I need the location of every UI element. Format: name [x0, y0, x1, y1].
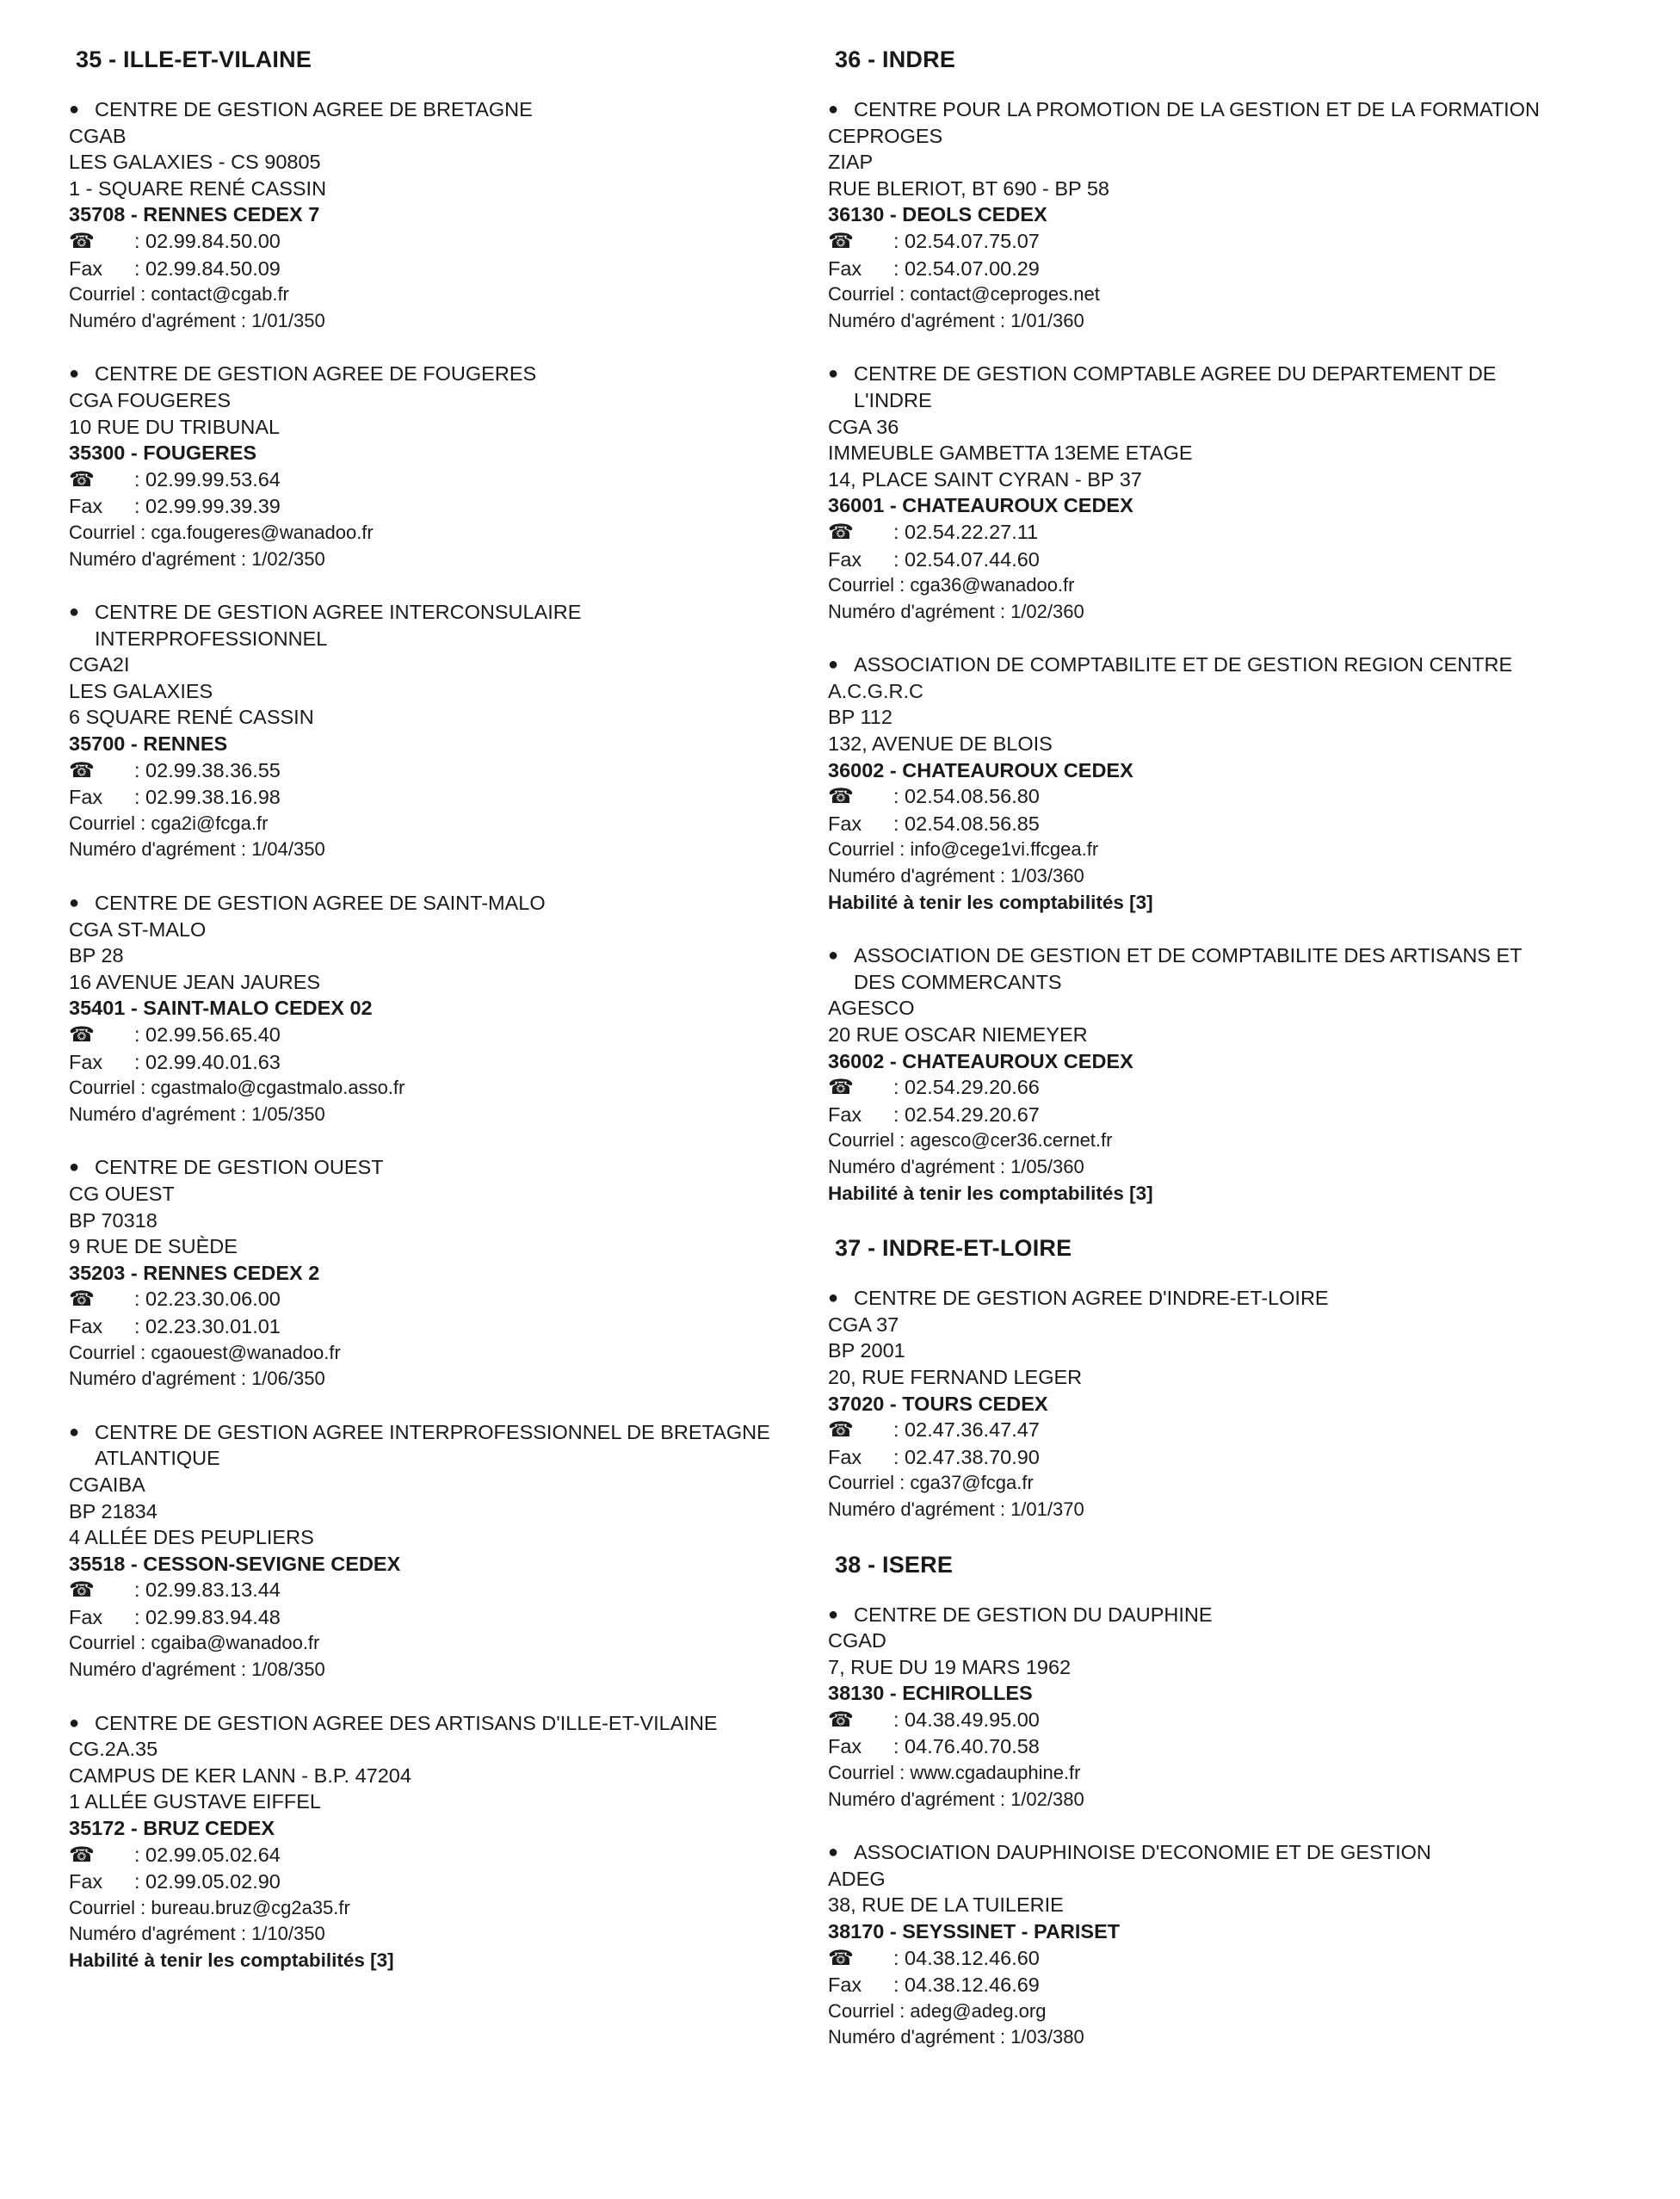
fax-row — [69, 784, 809, 811]
address-line: CGA ST-MALO — [69, 917, 207, 941]
postal-city: 35172 - BRUZ CEDEX — [69, 1817, 275, 1840]
email-line: Courriel : agesco@cer36.cernet.fr — [828, 1129, 1113, 1152]
phone-row — [69, 466, 809, 494]
email-line: Courriel : cgaiba@wanadoo.fr — [69, 1632, 320, 1654]
bullet-icon: ● — [69, 893, 80, 913]
department-section — [828, 1550, 1568, 2052]
postal-city: 36002 - CHATEAUROUX CEDEX — [828, 758, 1133, 781]
fax-number: : 02.23.30.01.01 — [134, 1314, 281, 1337]
directory-entry — [828, 1285, 1568, 1523]
phone-icon: ☎ — [828, 1076, 854, 1100]
fax-row — [828, 1733, 1568, 1760]
address-line: A.C.G.R.C — [828, 679, 923, 702]
address-line: 4 ALLÉE DES PEUPLIERS — [69, 1526, 314, 1549]
phone-number: : 02.99.05.02.64 — [134, 1843, 281, 1866]
email-line: Courriel : cgaouest@wanadoo.fr — [69, 1341, 341, 1363]
entry-name — [828, 942, 1568, 995]
phone-number: : 02.54.29.20.66 — [893, 1076, 1040, 1099]
bullet-icon: ● — [828, 1843, 839, 1862]
entry-name — [69, 1419, 809, 1472]
entry-name — [828, 1602, 1568, 1628]
postal-city: 38170 - SEYSSINET - PARISET — [828, 1920, 1121, 1943]
address-line: 14, PLACE SAINT CYRAN - BP 37 — [828, 467, 1142, 491]
directory-entry — [69, 1419, 809, 1683]
entry-name-text: CENTRE DE GESTION AGREE INTERPROFESSIONNEL DE BRETAGNE ATLANTIQUE — [95, 1420, 770, 1470]
directory-entry — [828, 1602, 1568, 1813]
fax-label: Fax — [828, 256, 862, 280]
habilitation-note: Habilité à tenir les comptabilités [3] — [828, 891, 1153, 913]
department-heading: 37 - INDRE-ET-LOIRE — [835, 1235, 1072, 1262]
fax-number: : 02.54.07.44.60 — [893, 547, 1040, 571]
address-line: BP 21834 — [69, 1499, 158, 1523]
agrement-number: Numéro d'agrément : 1/04/350 — [69, 838, 325, 861]
address-line: RUE BLERIOT, BT 690 - BP 58 — [828, 176, 1109, 200]
entry-name — [69, 1154, 809, 1181]
address-line: CAMPUS DE KER LANN - B.P. 47204 — [69, 1764, 411, 1787]
address-line: 132, AVENUE DE BLOIS — [828, 732, 1053, 756]
fax-row — [828, 547, 1568, 573]
fax-row — [69, 493, 809, 520]
department-heading: 36 - INDRE — [835, 46, 956, 72]
address-line: LES GALAXIES - CS 90805 — [69, 151, 321, 174]
entry-name-text: CENTRE DE GESTION COMPTABLE AGREE DU DEPARTEMENT DE L'INDRE — [854, 362, 1497, 411]
phone-row — [69, 1286, 809, 1313]
fax-label: Fax — [69, 786, 103, 809]
entry-name-text: CENTRE DE GESTION AGREE INTERCONSULAIRE INTERPROFESSIONNEL — [95, 601, 582, 650]
phone-number: : 02.99.99.53.64 — [134, 467, 281, 491]
bullet-icon: ● — [69, 1713, 80, 1733]
address-line: BP 112 — [828, 706, 892, 729]
fax-row — [828, 1972, 1568, 1998]
directory-entry — [69, 599, 809, 863]
bullet-icon: ● — [69, 100, 80, 119]
directory-entry — [828, 361, 1568, 625]
department-heading: 35 - ILLE-ET-VILAINE — [76, 46, 312, 72]
phone-row — [828, 1945, 1568, 1973]
entry-name-text: CENTRE DE GESTION AGREE DE FOUGERES — [95, 362, 537, 386]
postal-city: 35518 - CESSON-SEVIGNE CEDEX — [69, 1552, 401, 1575]
address-line: CGAB — [69, 124, 127, 147]
phone-icon: ☎ — [69, 1023, 95, 1047]
email-line: Courriel : cga.fougeres@wanadoo.fr — [69, 521, 374, 543]
entry-name — [828, 96, 1568, 123]
address-line: 9 RUE DE SUÈDE — [69, 1235, 238, 1258]
agrement-number: Numéro d'agrément : 1/03/360 — [828, 865, 1084, 887]
postal-city: 38130 - ECHIROLLES — [828, 1682, 1033, 1705]
entry-name-text: CENTRE DE GESTION OUEST — [95, 1156, 384, 1179]
fax-row — [69, 1604, 809, 1631]
fax-label: Fax — [69, 1050, 103, 1073]
fax-number: : 02.54.29.20.67 — [893, 1103, 1040, 1126]
fax-row — [828, 811, 1568, 837]
department-section — [828, 45, 1568, 1207]
bullet-icon: ● — [828, 1604, 839, 1624]
bullet-icon: ● — [69, 1422, 80, 1442]
phone-icon: ☎ — [69, 758, 95, 782]
phone-icon: ☎ — [828, 1946, 854, 1970]
fax-row — [828, 1102, 1568, 1128]
entry-name — [828, 652, 1568, 678]
fax-row — [828, 1444, 1568, 1471]
address-line: BP 70318 — [69, 1208, 158, 1232]
phone-row — [828, 519, 1568, 547]
phone-row — [69, 1577, 809, 1604]
department-heading: 38 - ISERE — [835, 1551, 954, 1578]
email-line: Courriel : cga37@fcga.fr — [828, 1472, 1034, 1494]
entry-name-text: CENTRE DE GESTION AGREE DES ARTISANS D'ILLE-ET-VILAINE — [95, 1711, 718, 1734]
fax-label: Fax — [69, 1605, 103, 1628]
address-line: IMMEUBLE GAMBETTA 13EME ETAGE — [828, 442, 1193, 465]
agrement-number: Numéro d'agrément : 1/01/370 — [828, 1498, 1084, 1520]
phone-number: : 02.99.56.65.40 — [134, 1023, 281, 1046]
address-line: 10 RUE DU TRIBUNAL — [69, 415, 281, 438]
entry-name — [69, 96, 809, 123]
phone-number: : 02.23.30.06.00 — [134, 1288, 281, 1311]
address-line: CG.2A.35 — [69, 1738, 158, 1761]
fax-number: : 04.38.12.46.69 — [893, 1974, 1040, 1997]
directory-entry — [69, 1710, 809, 1974]
habilitation-note: Habilité à tenir les comptabilités [3] — [828, 1182, 1153, 1204]
entry-name — [69, 890, 809, 917]
entry-name-text: CENTRE POUR LA PROMOTION DE LA GESTION ET DE LA FORMATION — [854, 98, 1540, 120]
postal-city: 37020 - TOURS CEDEX — [828, 1392, 1048, 1415]
address-line: CGAD — [828, 1629, 886, 1652]
address-line: CGA 36 — [828, 415, 899, 438]
entry-name-text: ASSOCIATION DE COMPTABILITE ET DE GESTION REGION CENTRE — [854, 653, 1513, 676]
address-line: BP 28 — [69, 944, 124, 967]
phone-row — [69, 757, 809, 785]
agrement-number: Numéro d'agrément : 1/02/350 — [69, 547, 325, 570]
bullet-icon: ● — [828, 946, 839, 966]
postal-city: 36001 - CHATEAUROUX CEDEX — [828, 494, 1133, 517]
agrement-number: Numéro d'agrément : 1/01/350 — [69, 309, 325, 331]
directory-entry — [828, 942, 1568, 1207]
address-line: ZIAP — [828, 151, 874, 174]
agrement-number: Numéro d'agrément : 1/02/380 — [828, 1788, 1084, 1810]
entry-name-text: CENTRE DE GESTION AGREE DE BRETAGNE — [95, 98, 533, 120]
email-line: Courriel : cga2i@fcga.fr — [69, 812, 269, 834]
left-column — [69, 45, 809, 2001]
fax-number: : 02.99.38.16.98 — [134, 786, 281, 809]
bullet-icon: ● — [69, 1158, 80, 1177]
fax-number: : 02.99.99.39.39 — [134, 495, 281, 518]
fax-number: : 02.54.08.56.85 — [893, 812, 1040, 835]
department-section — [828, 1233, 1568, 1523]
right-column — [828, 45, 1568, 2078]
phone-row — [828, 1417, 1568, 1444]
bullet-icon: ● — [828, 655, 839, 675]
address-line: CEPROGES — [828, 124, 943, 147]
phone-number: : 02.54.07.75.07 — [893, 229, 1040, 252]
entry-name — [69, 1710, 809, 1737]
fax-row — [69, 1313, 809, 1340]
directory-entry — [828, 96, 1568, 334]
address-line: 20, RUE FERNAND LEGER — [828, 1365, 1083, 1388]
fax-label: Fax — [828, 1974, 862, 1997]
phone-icon: ☎ — [69, 1843, 95, 1867]
fax-label: Fax — [828, 1735, 862, 1758]
fax-number: : 04.76.40.70.58 — [893, 1735, 1040, 1758]
phone-row — [828, 1074, 1568, 1102]
address-line: LES GALAXIES — [69, 679, 213, 702]
postal-city: 35203 - RENNES CEDEX 2 — [69, 1261, 320, 1284]
entry-name — [828, 361, 1568, 413]
email-line: Courriel : cgastmalo@cgastmalo.asso.fr — [69, 1077, 405, 1099]
fax-label: Fax — [69, 256, 103, 280]
postal-city: 36130 - DEOLS CEDEX — [828, 203, 1047, 226]
address-line: CGAIBA — [69, 1473, 145, 1496]
agrement-number: Numéro d'agrément : 1/08/350 — [69, 1659, 325, 1681]
address-line: 1 ALLÉE GUSTAVE EIFFEL — [69, 1790, 321, 1813]
phone-row — [69, 1842, 809, 1869]
directory-entry — [69, 361, 809, 572]
phone-icon: ☎ — [828, 1418, 854, 1442]
entry-name-text: CENTRE DE GESTION DU DAUPHINE — [854, 1603, 1213, 1626]
email-line: Courriel : cga36@wanadoo.fr — [828, 574, 1075, 596]
email-line: Courriel : contact@ceproges.net — [828, 283, 1100, 306]
agrement-number: Numéro d'agrément : 1/10/350 — [69, 1923, 325, 1945]
phone-icon: ☎ — [69, 229, 95, 253]
postal-city: 35708 - RENNES CEDEX 7 — [69, 203, 320, 226]
address-line: CGA FOUGERES — [69, 388, 232, 411]
fax-label: Fax — [828, 1445, 862, 1468]
address-line: AGESCO — [828, 997, 915, 1020]
phone-icon: ☎ — [69, 1288, 95, 1312]
directory-entry — [828, 652, 1568, 916]
phone-number: : 02.99.84.50.00 — [134, 229, 281, 252]
postal-city: 35700 - RENNES — [69, 732, 228, 756]
fax-number: : 02.99.83.94.48 — [134, 1605, 281, 1628]
habilitation-note: Habilité à tenir les comptabilités [3] — [69, 1949, 394, 1971]
address-line: CGA 37 — [828, 1313, 899, 1336]
fax-number: : 02.99.40.01.63 — [134, 1050, 281, 1073]
phone-icon: ☎ — [828, 1708, 854, 1732]
phone-row — [69, 1022, 809, 1049]
fax-row — [69, 1049, 809, 1076]
email-line: Courriel : contact@cgab.fr — [69, 283, 289, 306]
email-line: Courriel : info@cege1vi.ffcgea.fr — [828, 838, 1099, 861]
entry-name — [69, 361, 809, 387]
entry-name — [828, 1839, 1568, 1866]
bullet-icon: ● — [828, 364, 839, 384]
postal-city: 36002 - CHATEAUROUX CEDEX — [828, 1049, 1133, 1072]
fax-number: : 02.99.05.02.90 — [134, 1870, 281, 1893]
address-line: 6 SQUARE RENÉ CASSIN — [69, 706, 314, 729]
phone-number: : 02.54.08.56.80 — [893, 785, 1040, 808]
agrement-number: Numéro d'agrément : 1/06/350 — [69, 1368, 325, 1390]
postal-city: 35300 - FOUGERES — [69, 442, 257, 465]
bullet-icon: ● — [828, 100, 839, 119]
phone-row — [828, 228, 1568, 256]
bullet-icon: ● — [828, 1288, 839, 1308]
phone-row — [828, 1707, 1568, 1734]
phone-icon: ☎ — [828, 520, 854, 544]
directory-entry — [69, 96, 809, 334]
entry-name-text: CENTRE DE GESTION AGREE DE SAINT-MALO — [95, 892, 546, 915]
fax-number: : 02.47.38.70.90 — [893, 1445, 1040, 1468]
email-line: Courriel : bureau.bruz@cg2a35.fr — [69, 1896, 350, 1918]
phone-icon: ☎ — [828, 785, 854, 809]
fax-label: Fax — [828, 812, 862, 835]
phone-number: : 02.47.36.47.47 — [893, 1418, 1040, 1442]
address-line: 7, RUE DU 19 MARS 1962 — [828, 1655, 1072, 1678]
agrement-number: Numéro d'agrément : 1/05/350 — [69, 1103, 325, 1125]
postal-city: 35401 - SAINT-MALO CEDEX 02 — [69, 997, 373, 1020]
phone-number: : 02.54.22.27.11 — [893, 520, 1039, 543]
phone-number: : 02.99.38.36.55 — [134, 758, 281, 781]
address-line: 1 - SQUARE RENÉ CASSIN — [69, 176, 327, 200]
address-line: 20 RUE OSCAR NIEMEYER — [828, 1023, 1088, 1046]
fax-label: Fax — [828, 547, 862, 571]
directory-entry — [69, 1154, 809, 1392]
entry-name — [828, 1285, 1568, 1312]
department-section — [69, 45, 809, 1974]
entry-name — [69, 599, 809, 652]
fax-number: : 02.54.07.00.29 — [893, 256, 1040, 280]
fax-number: : 02.99.84.50.09 — [134, 256, 281, 280]
address-line: ADEG — [828, 1867, 886, 1890]
phone-icon: ☎ — [69, 467, 95, 491]
email-line: Courriel : www.cgadauphine.fr — [828, 1762, 1081, 1784]
fax-label: Fax — [69, 1870, 103, 1893]
phone-number: : 04.38.12.46.60 — [893, 1946, 1040, 1969]
bullet-icon: ● — [69, 364, 80, 384]
fax-label: Fax — [828, 1103, 862, 1126]
fax-label: Fax — [69, 1314, 103, 1337]
phone-row — [69, 228, 809, 256]
bullet-icon: ● — [69, 602, 80, 622]
phone-number: : 04.38.49.95.00 — [893, 1708, 1040, 1731]
phone-icon: ☎ — [828, 229, 854, 253]
address-line: CGA2I — [69, 653, 130, 676]
fax-row — [69, 1869, 809, 1895]
phone-row — [828, 783, 1568, 811]
agrement-number: Numéro d'agrément : 1/01/360 — [828, 309, 1084, 331]
entry-name-text: CENTRE DE GESTION AGREE D'INDRE-ET-LOIRE — [854, 1287, 1329, 1310]
entry-name-text: ASSOCIATION DAUPHINOISE D'ECONOMIE ET DE GESTION — [854, 1841, 1431, 1864]
address-line: 38, RUE DE LA TUILERIE — [828, 1893, 1064, 1917]
directory-entry — [69, 890, 809, 1127]
address-line: 16 AVENUE JEAN JAURES — [69, 970, 321, 993]
address-line: CG OUEST — [69, 1182, 175, 1205]
fax-row — [69, 256, 809, 282]
agrement-number: Numéro d'agrément : 1/02/360 — [828, 600, 1084, 622]
agrement-number: Numéro d'agrément : 1/05/360 — [828, 1155, 1084, 1177]
directory-entry — [828, 1839, 1568, 2051]
address-line: BP 2001 — [828, 1339, 905, 1362]
phone-number: : 02.99.83.13.44 — [134, 1578, 281, 1602]
agrement-number: Numéro d'agrément : 1/03/380 — [828, 2026, 1084, 2048]
email-line: Courriel : adeg@adeg.org — [828, 1999, 1047, 2022]
phone-icon: ☎ — [69, 1578, 95, 1603]
entry-name-text: ASSOCIATION DE GESTION ET DE COMPTABILITE DES ARTISANS ET DES COMMERCANTS — [854, 944, 1522, 993]
fax-row — [828, 256, 1568, 282]
fax-label: Fax — [69, 495, 103, 518]
